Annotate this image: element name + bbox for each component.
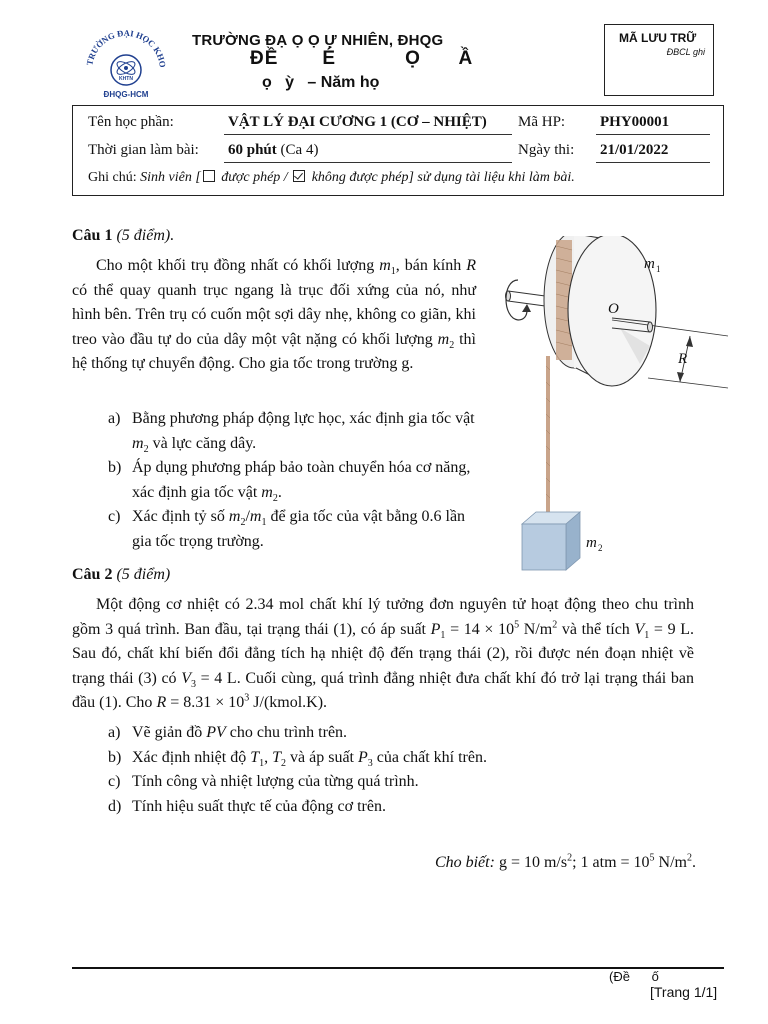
question-2-item-a: a) Vẽ giản đồ PV cho chu trình trên.	[108, 724, 348, 741]
exam-subtitle: ọ ỳ – Năm họ	[262, 74, 380, 91]
question-2-points: (5 điểm)	[116, 566, 171, 583]
course-underline	[224, 134, 512, 135]
course-value: VẬT LÝ ĐẠI CƯƠNG 1 (CƠ – NHIỆT)	[228, 114, 487, 130]
exam-date-value: 21/01/2022	[600, 142, 669, 158]
center-label: O	[608, 301, 619, 317]
page-number: [Trang 1/1]	[650, 984, 718, 1000]
exam-notes	[88, 170, 575, 186]
question-2-label: Câu 2	[72, 566, 113, 583]
question-1-statement: Cho một khối trụ đồng nhất có khối lượng $m_1$, bán kính R có thể quay quanh trục ngang là trục đối xứng của nó, như hình bên. Trên trụ có cuốn một sợi dây nhẹ, không co giãn, khi treo vào đầu tự do của dây một vật nặng có khối lượng $m_2$ thì hệ thống tự chuyển động. Cho gia tốc trong trường g.	[72, 257, 477, 372]
question-2-item-c: c) Tính công và nhiệt lượng của từng quá trình.	[108, 773, 419, 790]
pulley-figure	[500, 236, 736, 576]
question-2-items	[108, 721, 708, 819]
archive-note: ĐBCL ghi	[666, 47, 705, 57]
logo-bottom-text: ĐHQG-HCM	[103, 90, 149, 99]
m2-label: m	[586, 535, 597, 551]
question-1-heading	[72, 227, 174, 245]
exam-title: ĐỀ É Ọ Ầ	[250, 48, 474, 69]
question-1-item-a: a) Bằng phương pháp động lực học, xác định gia tốc vật $m_2$ và lực căng dây.	[108, 410, 475, 455]
question-2-item-b: b) Xác định nhiệt độ $T_1$, $T_2$ và áp suất $P_3$ của chất khí trên.	[108, 748, 487, 769]
logo-ring-text: TRƯỜNG ĐẠI HỌC KHO	[84, 27, 168, 69]
m1-label: m	[644, 256, 655, 272]
exam-date-underline	[596, 162, 710, 163]
m2-subscript: 2	[598, 543, 603, 553]
exam-date-label: Ngày thi:	[518, 142, 575, 158]
course-code-label: Mã HP:	[518, 114, 566, 130]
time-shift: (Ca 4)	[276, 142, 319, 158]
question-2-heading	[72, 566, 170, 584]
archive-code-box	[604, 24, 714, 96]
question-1-points: (5 điểm).	[116, 227, 175, 244]
notes-student: Sinh viên [	[140, 170, 201, 185]
footer-note: (Đề ố	[609, 969, 659, 984]
archive-title: MÃ LƯU TRỮ	[619, 31, 697, 45]
m1-subscript: 1	[656, 264, 661, 274]
course-code-value: PHY00001	[600, 114, 670, 130]
time-value: 60 phút	[228, 142, 277, 158]
given-label: Cho biết:	[434, 854, 495, 871]
time-label: Thời gian làm bài:	[88, 142, 199, 158]
university-logo	[78, 22, 174, 100]
course-code-underline	[596, 134, 710, 135]
logo-center-text: KHTN	[119, 76, 133, 82]
question-1-item-b: b) Áp dụng phương pháp bảo toàn chuyển hóa cơ năng, xác định gia tốc vật $m_2$.	[108, 459, 471, 504]
given-constants: Cho biết: g = 10 $m/s^2$; 1 atm = $10^5$ $N/m^2$.	[434, 852, 696, 871]
allowed-checkbox	[203, 170, 215, 182]
question-1-label: Câu 1	[72, 227, 113, 244]
school-name: TRƯỜNG ĐẠ Ọ Ọ Ự NHIÊN, ĐHQG	[192, 32, 444, 49]
question-1-items	[108, 407, 476, 554]
notes-end: ] sử dụng tài liệu khi làm bài.	[408, 170, 575, 185]
question-1-item-c: c) Xác định tỷ số $m_2/m_1$ để gia tốc của vật bằng 0.6 lần gia tốc trọng trường.	[108, 508, 466, 550]
time-value-line	[228, 142, 318, 159]
question-2-statement: Một động cơ nhiệt có 2.34 mol chất khí lý tưởng đơn nguyên tử hoạt động theo chu trình gồm 3 quá trình. Ban đầu, tại trạng thái (1), có áp suất $P_1 = 14 \times 10^5$ $N/m^2$ và thể tích $V_1 = 9$ L. Sau đó, chất khí biến đổi đẳng tích hạ nhiệt độ đến trạng thái (2), rồi được nén đoạn nhiệt về trạng thái (3) có $V_3 = 4$ L. Cuối cùng, quá trình đẳng nhiệt đưa chất khí đó trở lại trạng thái ban đầu (1). Cho $R = 8.31 \times 10^3$ J/(kmol.K).	[72, 596, 695, 711]
notes-allowed: được phép /	[217, 170, 292, 185]
notes-not-allowed: không được phép	[308, 170, 409, 185]
notes-label: Ghi chú:	[88, 170, 141, 185]
radius-label: R	[678, 351, 688, 367]
question-2-item-d: d) Tính hiệu suất thực tế của động cơ trên.	[108, 797, 386, 815]
not-allowed-checkbox	[293, 170, 305, 182]
course-label: Tên học phần:	[88, 114, 174, 130]
time-underline	[224, 162, 512, 163]
